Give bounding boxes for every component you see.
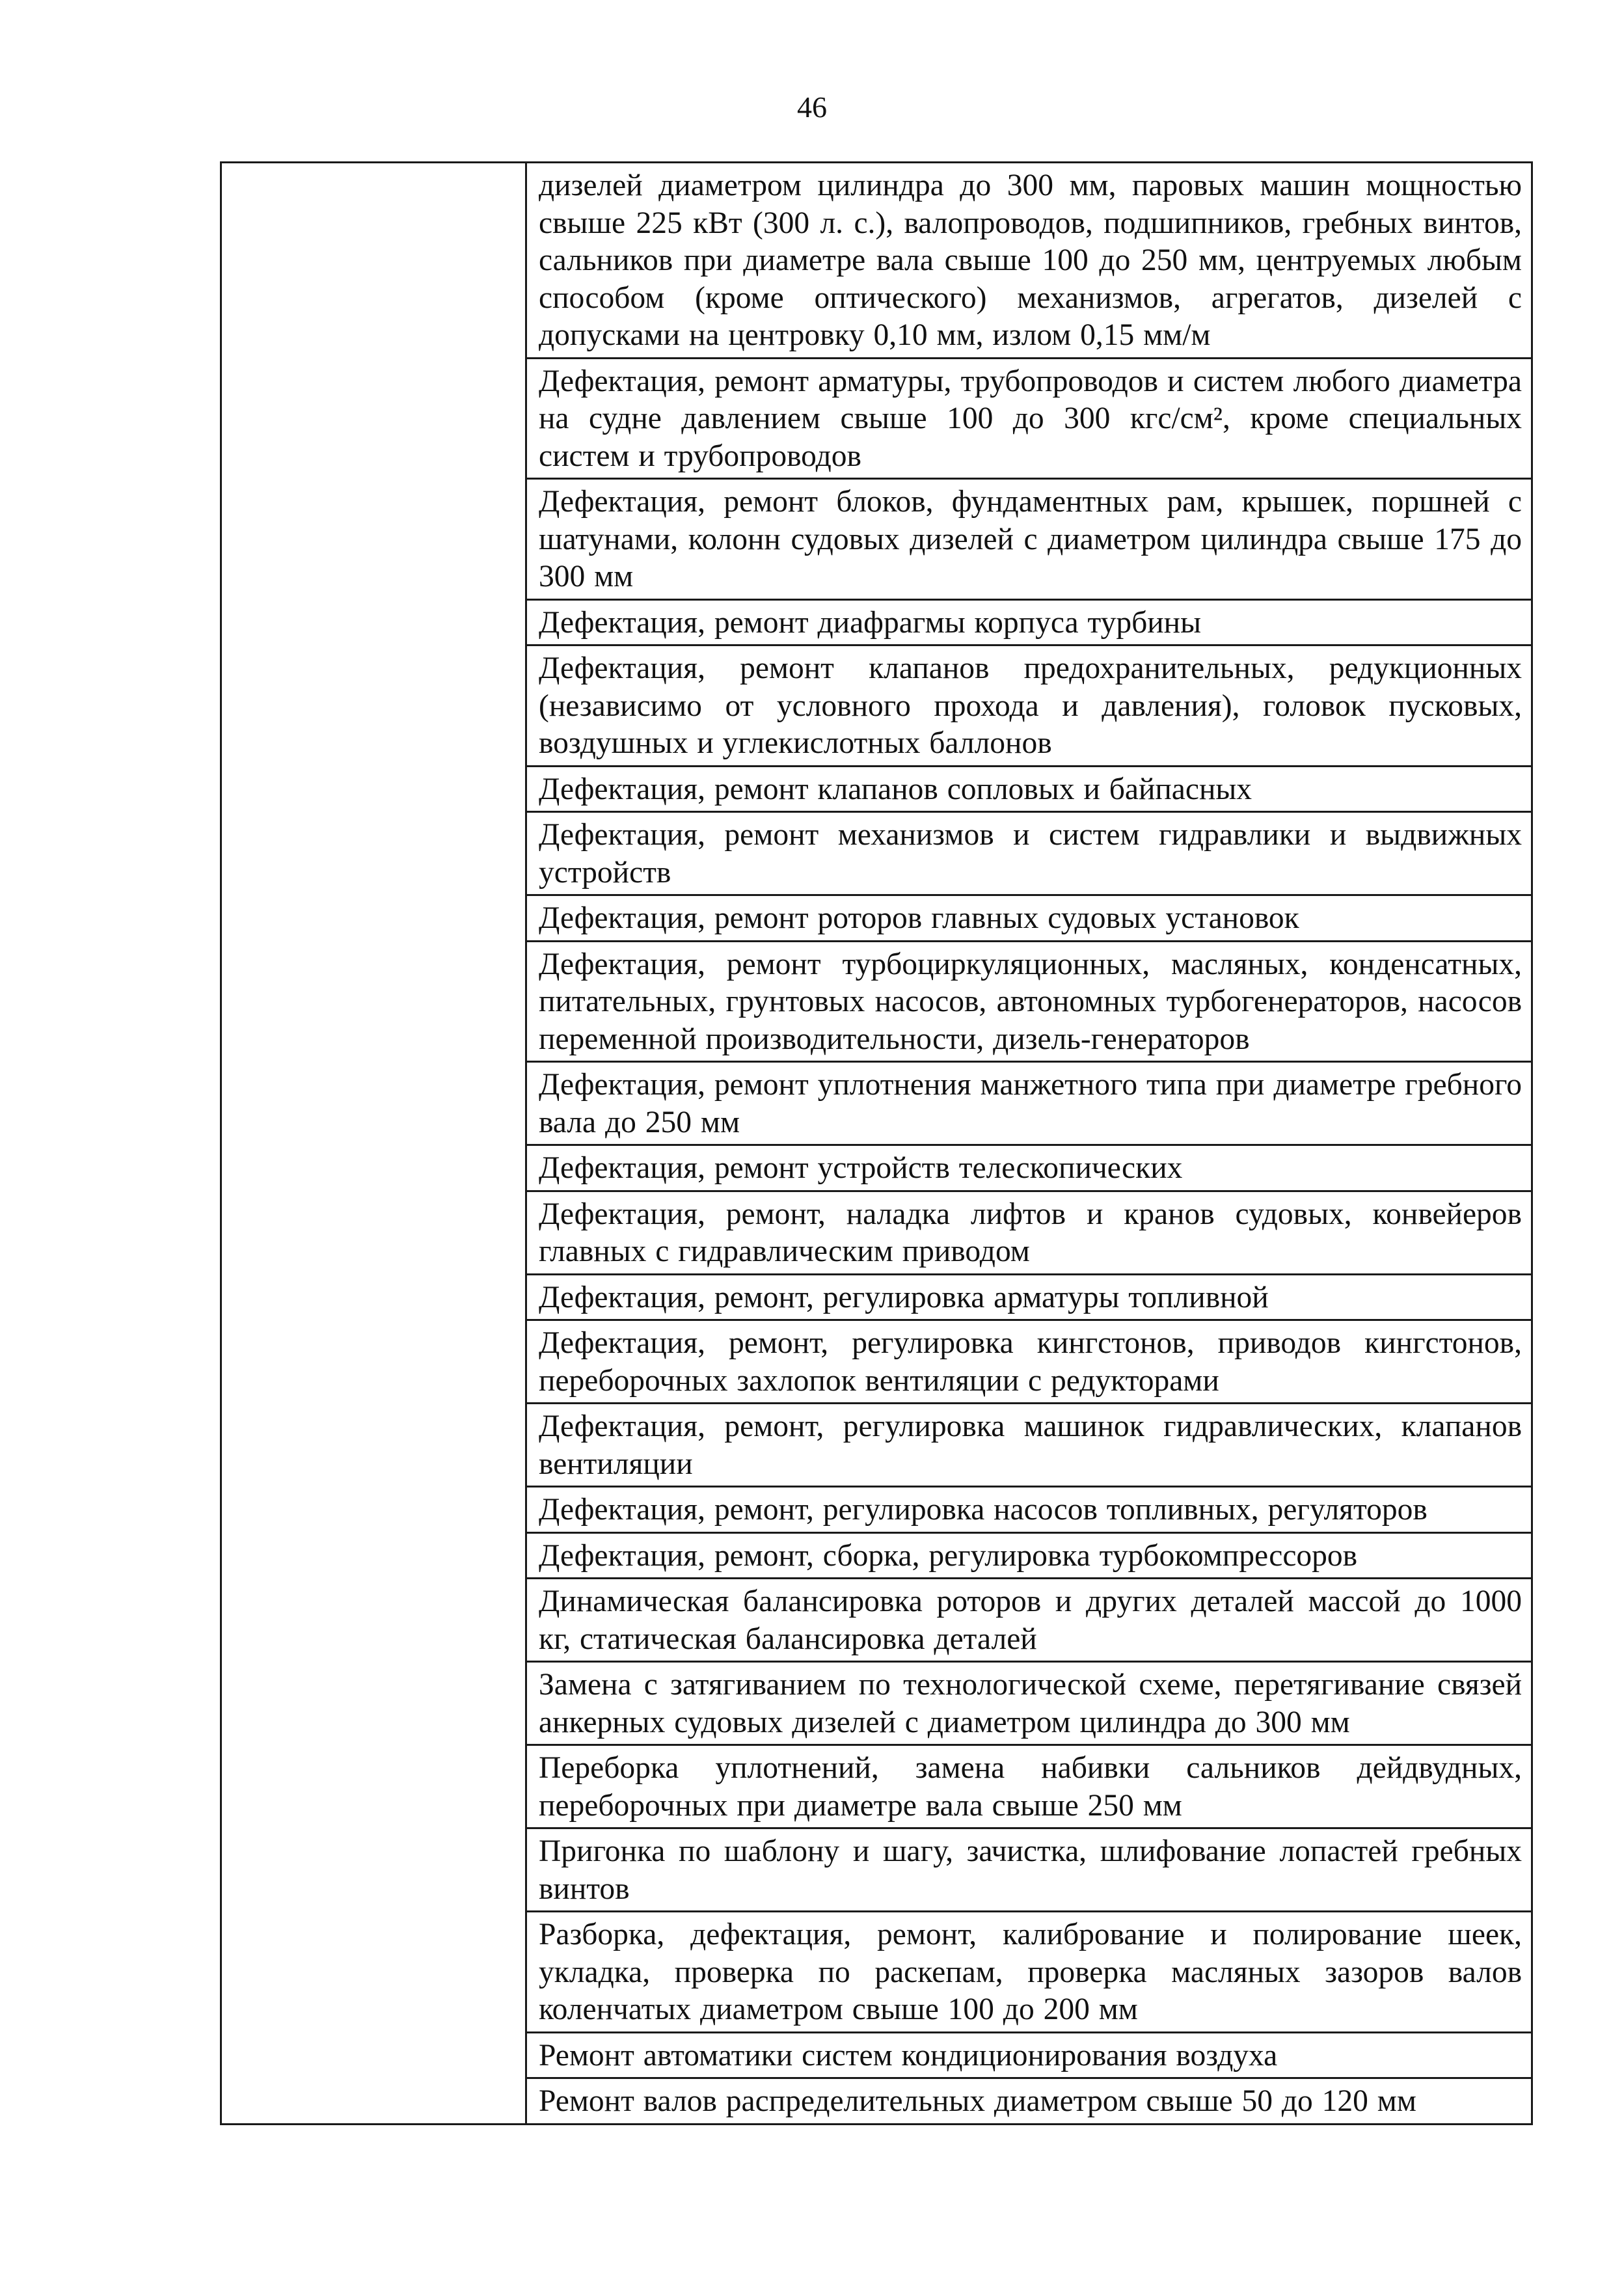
work-item-cell <box>526 2032 1532 2078</box>
work-item-cell <box>526 1320 1532 1404</box>
work-item-text: Дефектация, ремонт, регулировка насосов топливных, регуляторов <box>539 1493 1428 1527</box>
work-item-cell <box>526 599 1532 645</box>
work-item-cell <box>526 1062 1532 1145</box>
work-item-cell <box>526 1532 1532 1579</box>
work-item-text: Дефектация, ремонт клапанов предохранительных, редукционных (независимо от условного прохода и давления), головок пусковых, воздушных и углекислотных баллонов <box>539 651 1522 760</box>
work-item-cell <box>526 941 1532 1062</box>
work-item-cell <box>526 479 1532 600</box>
work-item-text: Дефектация, ремонт клапанов сопловых и байпасных <box>539 772 1252 806</box>
work-item-text: Замена с затягиванием по технологической схеме, перетягивание связей анкерных судовых дизелей с диаметром цилиндра до 300 мм <box>539 1668 1522 1739</box>
work-item-text: Ремонт автоматики систем кондиционирования воздуха <box>539 2038 1278 2072</box>
work-list-table <box>220 161 1533 2125</box>
work-item-cell <box>526 1404 1532 1487</box>
work-item-text: Разборка, дефектация, ремонт, калибрование и полирование шеек, укладка, проверка по раскепам, проверка масляных зазоров валов коленчатых диаметром свыше 100 до 200 мм <box>539 1918 1522 2026</box>
work-item-text: Дефектация, ремонт арматуры, трубопроводов и систем любого диаметра на судне давлением свыше 100 до 300 кгс/см², кроме специальных систем и трубопроводов <box>539 364 1522 473</box>
work-item-cell <box>526 358 1532 479</box>
work-item-cell <box>526 1745 1532 1828</box>
work-item-cell <box>526 645 1532 767</box>
work-item-text: Пригонка по шаблону и шагу, зачистка, шлифование лопастей гребных винтов <box>539 1834 1522 1906</box>
work-item-text: Дефектация, ремонт устройств телескопических <box>539 1151 1183 1185</box>
work-item-cell <box>526 2078 1532 2125</box>
work-item-cell <box>526 1912 1532 2033</box>
left-column-cell <box>221 163 526 2125</box>
work-item-text: Дефектация, ремонт, регулировка арматуры топливной <box>539 1280 1269 1314</box>
work-item-text: Дефектация, ремонт роторов главных судовых установок <box>539 901 1299 935</box>
work-item-text: Дефектация, ремонт диафрагмы корпуса турбины <box>539 605 1202 640</box>
work-item-text: Дефектация, ремонт уплотнения манжетного типа при диаметре гребного вала до 250 мм <box>539 1068 1522 1139</box>
work-item-cell <box>526 1828 1532 1912</box>
work-item-text: Дефектация, ремонт механизмов и систем гидравлики и выдвижных устройств <box>539 818 1522 890</box>
work-item-cell <box>526 1662 1532 1745</box>
work-item-cell <box>526 1579 1532 1662</box>
work-item-cell <box>526 163 1532 359</box>
work-item-cell <box>526 1145 1532 1191</box>
work-item-text: Дефектация, ремонт, регулировка машинок гидравлических, клапанов вентиляции <box>539 1409 1522 1481</box>
work-item-text: Переборка уплотнений, замена набивки сальников дейдвудных, переборочных при диаметре вала свыше 250 мм <box>539 1751 1522 1823</box>
table-row <box>221 163 1532 359</box>
work-item-text: Дефектация, ремонт блоков, фундаментных рам, крышек, поршней с шатунами, колонн судовых дизелей с диаметром цилиндра свыше 175 до 300 мм <box>539 485 1522 593</box>
work-item-cell <box>526 766 1532 812</box>
work-item-cell <box>526 1487 1532 1533</box>
work-item-text: Дефектация, ремонт турбоциркуляционных, масляных, конденсатных, питательных, грунтовых насосов, автономных турбогенераторов, насосов переменной производительности, дизель-генераторов <box>539 947 1522 1056</box>
page-number: 46 <box>797 90 827 124</box>
work-item-text: Дефектация, ремонт, наладка лифтов и кранов судовых, конвейеров главных с гидравлическим приводом <box>539 1197 1522 1268</box>
work-item-cell <box>526 895 1532 942</box>
work-item-cell <box>526 1191 1532 1274</box>
work-item-text: дизелей диаметром цилиндра до 300 мм, паровых машин мощностью свыше 225 кВт (300 л. с.), валопроводов, подшипников, гребных винтов, сальников при диаметре вала свыше 100 до 250 мм, центруемых любым способом (кроме оптического) механизмов, агрегатов, дизелей с допусками на центровку 0,10 мм, излом 0,15 мм/м <box>539 169 1522 352</box>
work-item-cell <box>526 1274 1532 1320</box>
work-item-text: Дефектация, ремонт, регулировка кингстонов, приводов кингстонов, переборочных захлопок вентиляции с редукторами <box>539 1326 1522 1398</box>
work-item-text: Ремонт валов распределительных диаметром свыше 50 до 120 мм <box>539 2084 1416 2118</box>
work-item-cell <box>526 812 1532 895</box>
work-item-text: Дефектация, ремонт, сборка, регулировка турбокомпрессоров <box>539 1538 1358 1573</box>
work-item-text: Динамическая балансировка роторов и других деталей массой до 1000 кг, статическая балансировка деталей <box>539 1584 1522 1656</box>
